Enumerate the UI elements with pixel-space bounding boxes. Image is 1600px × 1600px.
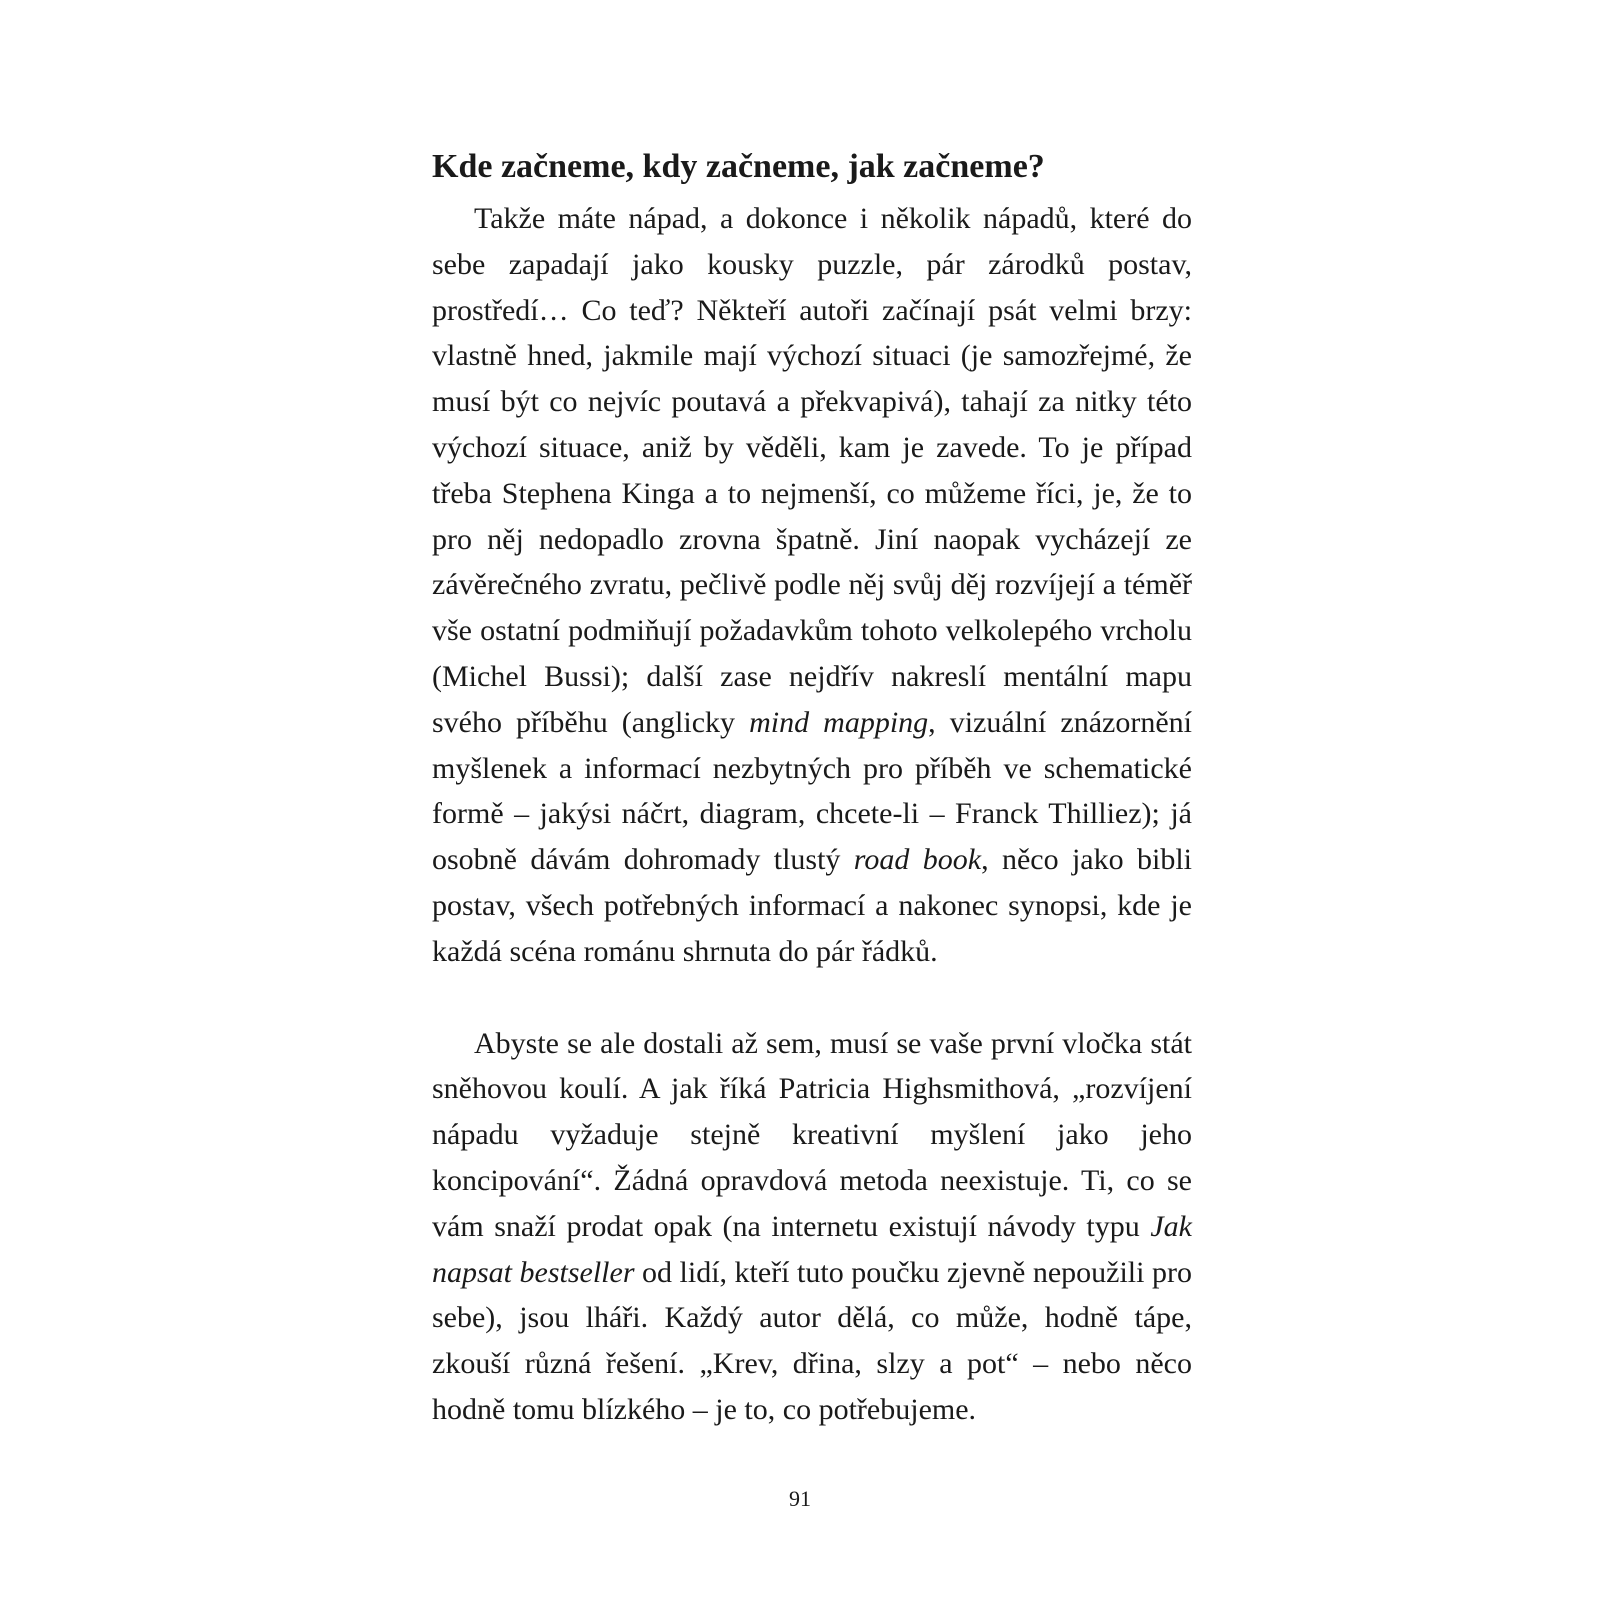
paragraph-1-text-1: Takže máte nápad, a dokonce i několik nápadů, které do sebe zapadají jako kousky puzzle, pár zárodků postav, prostředí… Co teď? Někteří autoři začínají psát velmi brzy: vlastně hned, jakmile mají výchozí situaci (je samozřejmé, že musí být co nejvíc poutavá a překvapivá), tahají za nitky této výchozí situace, aniž by věděli, kam je zavede. To je případ třeba Stephena Kinga a to nejmenší, co můžeme říci, je, že to pro něj nedopadlo zrovna špatně. Jiní naopak vycházejí ze závěrečného zvratu, pečlivě podle něj svůj děj rozvíjejí a téměř vše ostatní podmiňují požadavkům tohoto velkolepého vrcholu (Michel Bussi); další zase nejdřív nakreslí mentální mapu svého příběhu (anglicky: [432, 202, 1192, 739]
paragraph-2: [432, 1021, 1192, 1433]
paragraph-1-italic-2: road book: [853, 843, 982, 877]
paragraph-2-text-1: Abyste se ale dostali až sem, musí se vaše první vločka stát sněhovou koulí. A jak říká Patricia Highsmithová, „rozvíjení nápadu vyžaduje stejně kreativní myšlení jako jeho koncipování“. Žádná opravdová metoda neexistuje. Ti, co se vám snaží prodat opak (na internetu existují návody typu: [432, 1026, 1192, 1243]
paragraph-1-italic-1: mind mapping: [749, 705, 929, 739]
paragraph-1-text-2: , vizuální znázornění myšlenek a informací nezbytných pro příběh ve schematické formě – jakýsi náčrt, diagram, chcete-li – Franck Thilliez); já osobně dávám dohromady tlustý: [432, 705, 1192, 877]
paragraph-1-text-3: , něco jako bibli postav, všech potřebných informací a nakonec synopsi, kde je každá scéna románu shrnuta do pár řádků.: [432, 843, 1192, 968]
paragraph-spacer: [432, 975, 1192, 1021]
paragraph-2-text-2: od lidí, kteří tuto poučku zjevně nepoužili pro sebe), jsou lháři. Každý autor dělá, co může, hodně tápe, zkouší různá řešení. „Krev, dřina, slzy a pot“ – nebo něco hodně tomu blízkého – je to, co potřebujeme.: [432, 1255, 1192, 1426]
page-body: [432, 138, 1192, 1433]
paragraph-1: [432, 196, 1192, 975]
page-number: 91: [789, 1486, 811, 1511]
section-heading: Kde začneme, kdy začneme, jak začneme?: [432, 148, 1045, 185]
paragraph-2-italic-1: Jak napsat bestseller: [432, 1209, 1192, 1289]
